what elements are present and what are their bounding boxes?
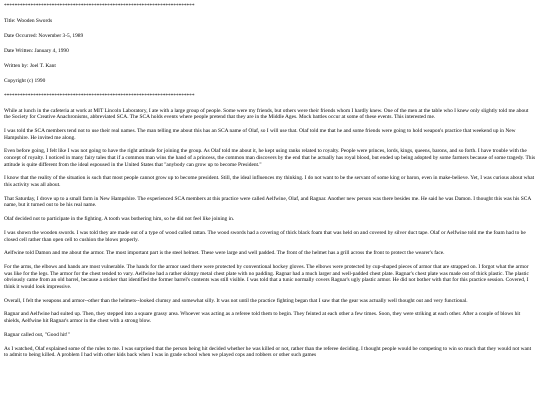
paragraph: Overall, I felt the weapons and armor--other than the helmets--looked clumsy and somewhat silly. It was not until the practice fighting began that I saw that the gear was actually well thought out and very functional. — [4, 297, 468, 304]
paragraph: While at lunch in the cafeteria at work at MIT Lincoln Laboratory, I ate with a large group of people. Some were my friends, but others were their friends whom I hardly knew. One of the men at the table who I knew only slightly told me about the Society for Creative Anachronisms, abbreviated SCA. The SCA holds events where people pretend that they are in the Middle Ages. Mock battles occur at some of these events. This interested me. — [4, 107, 529, 121]
date-written-line: Date Written: January 4, 1990 — [4, 47, 69, 54]
paragraph: I was told the SCA members tend not to use their real names. The man telling me about this has an SCA name of Olaf, so I will use that. Olaf told me that he and some friends were going to hold weapon's practice that weekend up in New Hampshire. He invited me along. — [4, 128, 516, 141]
paragraph: That Saturday, I drove up to a small farm in New Hampshire. The experienced SCA members at this practice were called Aelfwine, Olaf, and Ragnar. Another new person was there besides me. He said he was Damon. I thought this was his SCA name, but it turned out to be his real name. — [4, 195, 531, 209]
bottom-asterisk-rule: ************************************************************************ — [4, 93, 195, 100]
paragraph: Olaf decided not to participate in the fighting. A tooth was bothering him, so he did not feel like joining in. — [4, 216, 235, 223]
paragraph: I know that the reality of the situation is such that most people cannot grow up to become president. Still, the ideal influences my thinking. I do not want to be the servant of some king or baron, even in make-believe. Yet, I was curious about what this activity was all about. — [4, 175, 535, 188]
paragraph: Aelfwine told Damon and me about the armor. The most important part is the steel helmet. These were large and well padded. The front of the helmet has a grill across the front to protect the wearer's face. — [4, 250, 445, 257]
paragraph: I was shown the wooden swords. I was told they are made out of a type of wood called rattan. The wood swords had a covering of thick black foam that was held on and covered by silver duct tape. Olaf or Aelfwine told me the foam had to be closed cell rather than open cell to cushion the blows properly. — [4, 229, 526, 243]
paragraph: Even before going, I felt like I was not going to have the right attitude for joining the group. As Olaf told me about it, he kept using ranks related to royalty. People were princes, lords, kings, queens, barons, and so forth. I have trouble with the concept of royalty. I noticed in many fairy tales that if a common man wins the hand of a princess, the common man discovers by the end that he actually has royal blood, but ended up being adopted by some farmers because of some tragedy. This attitude is quite different from the ideal espoused in the United States that "anybody can grow up to become President." — [4, 148, 536, 168]
paragraph: As I watched, Olaf explained some of the rules to me. I was surprised that the person being hit decided whether he was killed or not, rather than the referee deciding. I thought people would be competing to win so much that they would not want to admit to being killed. A problem I had with other kids back when I was in grade school when we played cops and robbers or other such games — [4, 345, 532, 359]
copyright-line: Copyright (c) 1990 — [4, 77, 46, 84]
title-line: Title: Wooden Swords — [4, 17, 53, 24]
top-asterisk-rule: ************************************************************************ — [4, 3, 195, 9]
date-occurred-line: Date Occurred: November 3-5, 1989 — [4, 32, 84, 39]
paragraph: For the arms, the elbows and hands are most vulnerable. The hands for the armor used there were protected by conventional hockey gloves. The elbows were protected by cup-shaped pieces of armor that are strapped on. I forgot what the armor was like for the legs. The armor for the chest tended to vary. Aelfwine had a rather skimpy metal chest plate with no padding. Ragnar had a much larger and well-padded chest plate. Ragnar's chest plate was made out of thick plastic. The plastic obviously came from an old barrel, because a sticker that identified the former barrel's contents was still visible. I was told that a tunic normally covers Ragnar's ugly plastic armor. He did not bother with that for this practice session. Covered, I think it would look impressive. — [4, 264, 529, 290]
author-line: Written by: Joel T. Kant — [4, 62, 56, 69]
paragraph: Ragnar called out, "Good hit!" — [4, 331, 70, 338]
paragraph: Ragnar and Aelfwine had suited up. Then, they stepped into a square grassy area. Whoever was acting as a referee told them to begin. They feinted at each other a few times. Soon, they were striking at each other. After a couple of blows hit shields, Aelfwine hit Ragnar's armor in the chest with a strong blow. — [4, 311, 521, 324]
